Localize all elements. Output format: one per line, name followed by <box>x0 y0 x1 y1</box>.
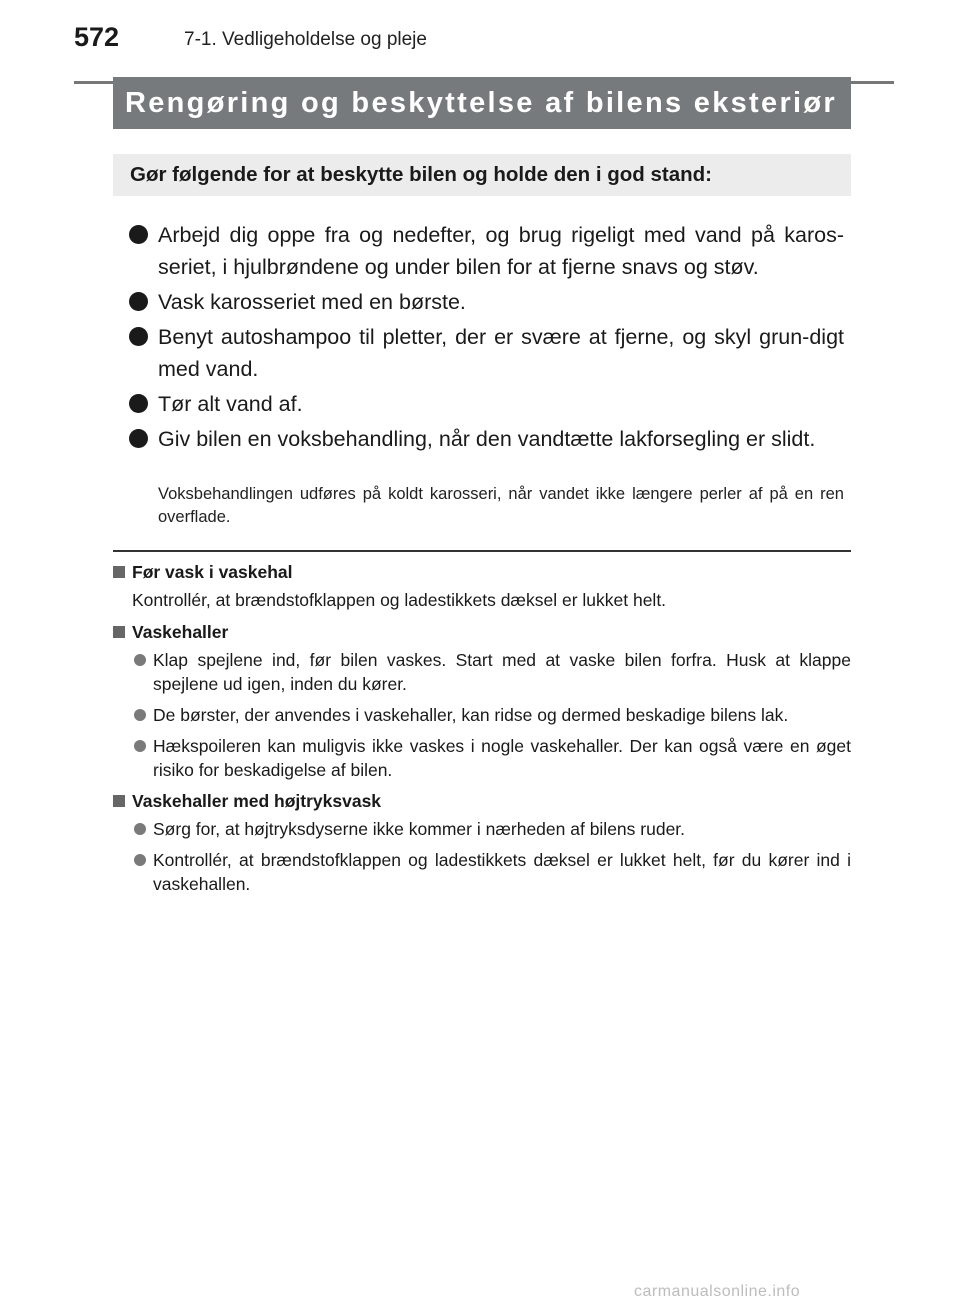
note-item: Sørg for, at højtryksdyserne ikke kommer i nærheden af bilens ruder. <box>113 817 851 841</box>
bullet-icon <box>134 654 146 666</box>
square-bullet-icon <box>113 566 125 578</box>
wax-note: Voksbehandlingen udføres på koldt karosseri, når vandet ikke længere perler af på en ren overflade. <box>158 485 844 526</box>
bullet-icon <box>129 292 148 311</box>
note-item: Klap spejlene ind, før bilen vaskes. Start med at vaske bilen forfra. Husk at klappe spejlene ud igen, inden du kører. <box>113 648 851 696</box>
bullet-icon <box>129 327 148 346</box>
bullet-icon <box>134 823 146 835</box>
section-divider <box>113 550 851 552</box>
page-number: 572 <box>74 22 120 52</box>
note-heading: Før vask i vaskehal <box>113 560 851 584</box>
main-step: Vask karosseriet med en børste. <box>129 286 844 318</box>
note-list <box>113 648 851 782</box>
chapter-title: 7-1. Vedligeholdelse og pleje <box>184 29 427 50</box>
main-step: Giv bilen en voksbehandling, når den vandtætte lakforsegling er slidt. <box>129 423 844 455</box>
main-step: Arbejd dig oppe fra og nedefter, og brug rigeligt med vand på karos-seriet, i hjulbrøndene og under bilen for at fjerne snavs og støv. <box>129 219 844 283</box>
bullet-icon <box>129 429 148 448</box>
notes-section <box>113 560 851 903</box>
note-text: Kontrollér, at brændstofklappen og ladestikkets dæksel er lukket helt. <box>132 590 667 610</box>
note-item: Kontrollér, at brændstofklappen og ladestikkets dæksel er lukket helt, før du kører ind i vaskehallen. <box>113 848 851 896</box>
main-step: Tør alt vand af. <box>129 388 844 420</box>
note-item: Hækspoileren kan muligvis ikke vaskes i nogle vaskehaller. Der kan også være en øget risiko for beskadigelse af bilen. <box>113 734 851 782</box>
note-item: De børster, der anvendes i vaskehaller, kan ridse og dermed beskadige bilens lak. <box>113 703 851 727</box>
intro-banner: Gør følgende for at beskytte bilen og holde den i god stand: <box>113 154 851 196</box>
watermark: carmanualsonline.info <box>634 1283 801 1300</box>
square-bullet-icon <box>113 626 125 638</box>
bullet-icon <box>134 740 146 752</box>
square-bullet-icon <box>113 795 125 807</box>
note-heading: Vaskehaller <box>113 620 851 644</box>
bullet-icon <box>129 394 148 413</box>
main-step: Benyt autoshampoo til pletter, der er svære at fjerne, og skyl grun-digt med vand. <box>129 321 844 385</box>
bullet-icon <box>134 709 146 721</box>
page-header <box>74 22 894 56</box>
section-title: Rengøring og beskyttelse af bilens eksteriør <box>113 77 851 129</box>
bullet-icon <box>129 225 148 244</box>
main-steps-list <box>129 219 844 458</box>
note-list <box>113 817 851 896</box>
note-heading: Vaskehaller med højtryksvask <box>113 789 851 813</box>
bullet-icon <box>134 854 146 866</box>
